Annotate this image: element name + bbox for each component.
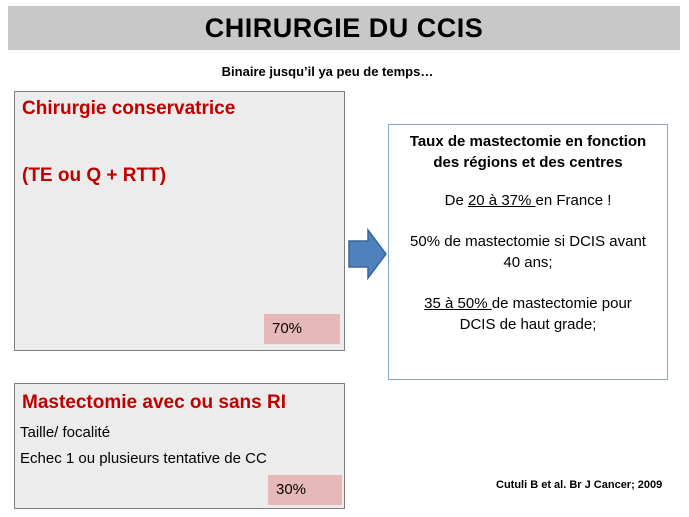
stat1-value: 20 à 37% — [467, 192, 536, 209]
conservative-surgery-detail: (TE ou Q + RTT) — [22, 165, 167, 186]
slide-subtitle: Binaire jusqu’il ya peu de temps… — [221, 64, 434, 79]
info-stat-age-line-1: 50% de mastectomie si DCIS avant — [410, 233, 646, 250]
mastectomy-heading: Mastectomie avec ou sans RI — [22, 392, 286, 413]
mastectomy-percent: 30% — [268, 475, 342, 505]
mastectomy-criterion-2: Echec 1 ou plusieurs tentative de CC — [20, 450, 267, 467]
citation: Cutuli B et al. Br J Cancer; 2009 — [496, 479, 663, 491]
mastectomy-rate-info-box — [388, 124, 668, 380]
title-bar — [8, 6, 680, 50]
stat3-value: 35 à 50% — [424, 295, 492, 312]
stat1-prefix: De — [444, 192, 468, 209]
info-heading-line-1: Taux de mastectomie en fonction — [409, 133, 647, 150]
info-stat-grade-line-1 — [389, 294, 667, 314]
info-stat-france — [389, 191, 667, 211]
stat3-suffix: de mastectomie pour — [491, 295, 632, 312]
stat1-suffix: en France ! — [535, 192, 612, 209]
info-heading-line-2: des régions et des centres — [433, 154, 623, 171]
mastectomy-box — [14, 383, 345, 509]
mastectomy-criterion-1: Taille/ focalité — [20, 424, 111, 441]
right-arrow-icon — [348, 228, 388, 280]
slide-title: CHIRURGIE DU CCIS — [204, 12, 484, 43]
conservative-surgery-percent: 70% — [264, 314, 340, 344]
info-stat-age-line-2: 40 ans; — [503, 254, 553, 271]
conservative-surgery-heading: Chirurgie conservatrice — [22, 98, 236, 119]
info-stat-grade-line-2: DCIS de haut grade; — [459, 316, 597, 333]
info-heading — [389, 131, 667, 173]
conservative-surgery-box — [14, 91, 345, 351]
